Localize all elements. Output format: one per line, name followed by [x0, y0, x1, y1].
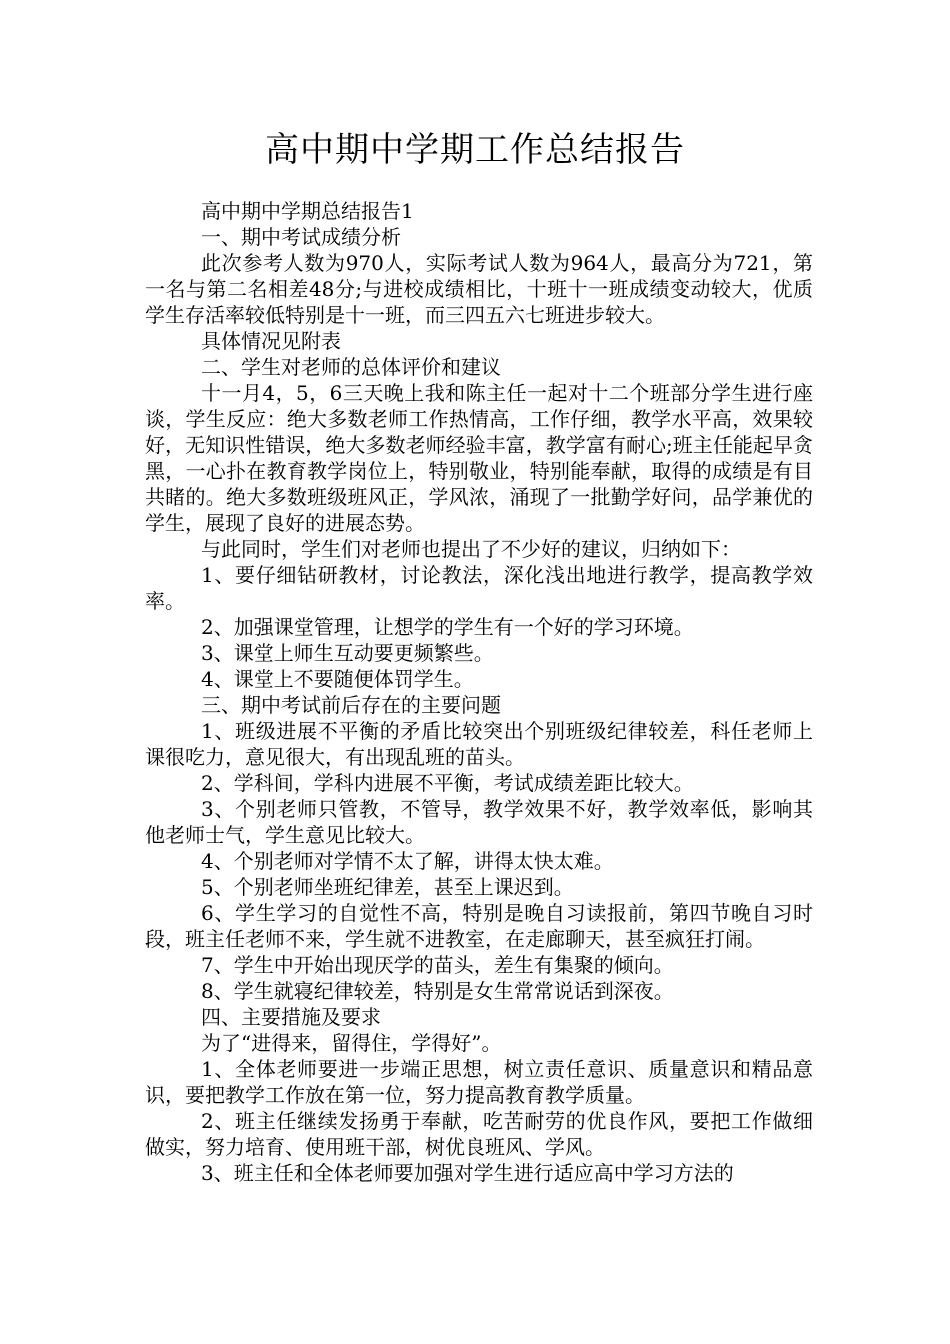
list-item: 5、个别老师坐班纪律差，甚至上课迟到。: [201, 875, 574, 899]
paragraph: 此次参考人数为970人，实际考试人数为964人，最高分为721，第一名与第二名相差48分;与进校成绩相比，十班十一班成绩变动较大，优质学生存活率较低特别是十一班，而三四五六七班进步较大。: [145, 251, 813, 327]
list-item: 6、学生学习的自觉性不高，特别是晚自习读报前，第四节晚自习时段，班主任老师不来，学生就不进教室，在走廊聊天，甚至疯狂打闹。: [145, 901, 813, 951]
list-item: 3、个别老师只管教，不管导，教学效果不好，教学效率低，影响其他老师士气，学生意见比较大。: [145, 797, 813, 847]
list-item: 1、班级进展不平衡的矛盾比较突出个别班级纪律较差，科任老师上课很吃力，意见很大，有出现乱班的苗头。: [145, 719, 813, 769]
section-heading-4: 四、主要措施及要求: [201, 1005, 381, 1029]
list-item: 2、班主任继续发扬勇于奉献，吃苦耐劳的优良作风，要把工作做细做实，努力培育、使用班干部，树优良班风、学风。: [145, 1109, 813, 1159]
list-item: 1、全体老师要进一步端正思想，树立责任意识、质量意识和精品意识，要把教学工作放在第一位，努力提高教育教学质量。: [145, 1057, 813, 1107]
section-heading-1: 一、期中考试成绩分析: [201, 225, 401, 249]
paragraph: 具体情况见附表: [201, 329, 341, 353]
section-heading-3: 三、期中考试前后存在的主要问题: [201, 693, 501, 717]
list-item: 4、个别老师对学情不太了解，讲得太快太难。: [201, 849, 614, 873]
list-item: 3、课堂上师生互动要更频繁些。: [201, 641, 494, 665]
subtitle-paragraph: 高中期中学期总结报告1: [201, 199, 414, 223]
document-title: 高中期中学期工作总结报告: [265, 130, 685, 170]
list-item: 4、课堂上不要随便体罚学生。: [201, 667, 474, 691]
list-item: 7、学生中开始出现厌学的苗头，差生有集聚的倾向。: [201, 953, 674, 977]
list-item: 2、加强课堂管理，让想学的学生有一个好的学习环境。: [201, 615, 694, 639]
paragraph: 为了“进得来，留得住，学得好”。: [201, 1031, 502, 1055]
paragraph: 十一月4，5，6三天晚上我和陈主任一起对十二个班部分学生进行座谈，学生反应：绝大多数老师工作热情高，工作仔细，教学水平高，效果较好，无知识性错误，绝大多数老师经验丰富，教学富有耐心;班主任能起早贪黑，一心扑在教育教学岗位上，特别敬业，特别能奉献，取得的成绩是有目共睹的。绝大多数班级班风正，学风浓，涌现了一批勤学好问，品学兼优的学生，展现了良好的进展态势。: [145, 381, 813, 535]
list-item: 2、学科间，学科内进展不平衡，考试成绩差距比较大。: [201, 771, 694, 795]
list-item: 8、学生就寝纪律较差，特别是女生常常说话到深夜。: [201, 979, 674, 1003]
list-item: 1、要仔细钻研教材，讨论教法，深化浅出地进行教学，提高教学效率。: [145, 563, 813, 613]
section-heading-2: 二、学生对老师的总体评价和建议: [201, 355, 501, 379]
list-item: 3、班主任和全体老师要加强对学生进行适应高中学习方法的: [201, 1161, 734, 1185]
paragraph: 与此同时，学生们对老师也提出了不少好的建议，归纳如下：: [201, 537, 741, 561]
document-body: [145, 198, 813, 1186]
